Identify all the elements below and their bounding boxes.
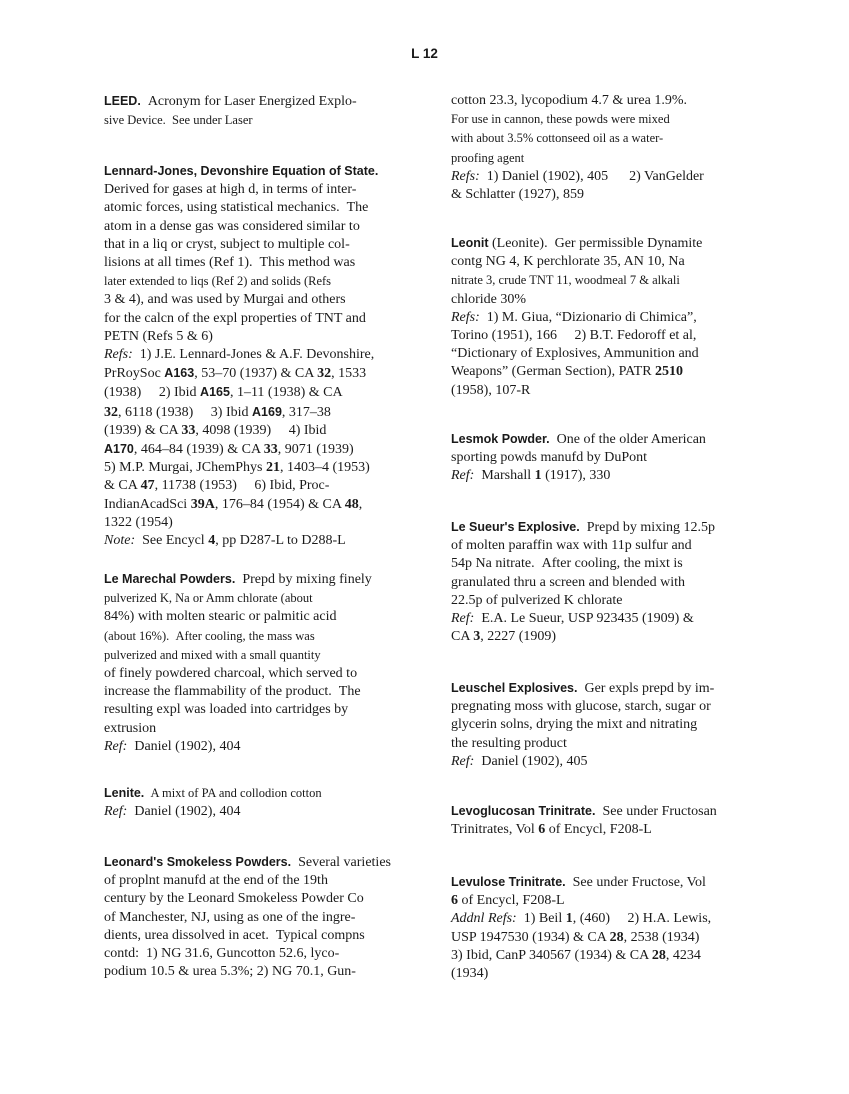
text-run: (1958), 107-R: [451, 382, 531, 398]
entry-text-line: [104, 496, 404, 514]
entry-text-line: [104, 403, 404, 422]
text-run: ,: [358, 496, 363, 512]
text-run: Daniel (1902), 404: [127, 738, 241, 754]
entry-text-line: [104, 310, 404, 328]
text-run: 3) Ibid, CanP 340567 (1934) & CA: [451, 947, 652, 963]
text-run: , 11738 (1953) 6) Ibid, Proc-: [154, 478, 330, 494]
text-run: , 176–84 (1954) & CA: [214, 496, 345, 512]
text-run: Weapons” (German Section), PATR: [451, 364, 656, 380]
text-run: Prepd by mixing finely: [235, 572, 372, 587]
entry-heading-line: [451, 92, 756, 110]
entry-title: Lesmok Powder.: [451, 432, 550, 446]
text-run: 3: [473, 629, 481, 645]
entry-levoglucosan: [451, 802, 756, 839]
text-run: 4: [208, 533, 216, 549]
text-run: 1: [534, 468, 542, 484]
page-number: L 12: [411, 46, 438, 61]
entry-leuschel: [451, 679, 756, 771]
text-run: contd: 1) NG 31.6, Guncotton 52.6, lyco-: [104, 946, 340, 962]
entry-le-marechal: [104, 570, 404, 756]
text-run: contg NG 4, K perchlorate 35, AN 10, Na: [451, 254, 685, 270]
text-run: cotton 23.3, lycopodium 4.7 & urea 1.9%.: [451, 93, 688, 108]
text-run: granulated thru a screen and blended with: [451, 574, 686, 590]
entry-heading-line: [104, 92, 404, 111]
entry-text-line: [104, 236, 404, 254]
entry-text-line: [104, 254, 404, 272]
entry-text-line: [451, 910, 756, 928]
entry-lenite: [104, 784, 404, 821]
text-run: USP 1947530 (1934) & CA: [451, 929, 610, 945]
entry-title: Levulose Trinitrate.: [451, 875, 566, 889]
text-run: 47: [140, 478, 155, 494]
text-run: Derived for gases at high d, in terms of inter-: [104, 182, 357, 198]
entry-text-line: [451, 735, 756, 753]
entry-text-line: [451, 537, 756, 555]
entry-title: Leonard's Smokeless Powders.: [104, 855, 292, 869]
entry-leonards-smokeless-cont: [451, 92, 756, 204]
text-run: 1) M. Giua, “Dizionario di Chimica”,: [479, 309, 697, 325]
entry-leed: [104, 92, 404, 130]
entry-text-line: [451, 892, 756, 910]
entry-text-line: [451, 291, 756, 309]
entry-title: Le Sueur's Explosive.: [451, 520, 580, 534]
text-run: IndianAcadSci: [104, 496, 191, 512]
entry-text-line: [104, 440, 404, 459]
entry-title: Le Marechal Powders.: [104, 572, 236, 586]
text-run: Note:: [104, 533, 136, 549]
text-run: resulting expl was loaded into cartridges by: [104, 702, 349, 718]
text-run: Refs:: [451, 309, 480, 325]
text-run: pulverized and mixed with a small quantity: [104, 647, 321, 662]
text-run: 1: [565, 911, 573, 927]
text-run: Refs:: [451, 168, 480, 184]
entry-text-line: [104, 683, 404, 701]
text-run: Trinitrates, Vol: [451, 822, 539, 838]
entry-lennard-jones: [104, 162, 404, 550]
entry-text-line: [451, 965, 756, 983]
text-run: that in a liq or cryst, subject to multiple col-: [104, 236, 350, 252]
entry-text-line: [104, 872, 404, 890]
text-run: (about 16%). After cooling, the mass was: [104, 628, 315, 643]
text-run: , 6118 (1938) 3) Ibid: [118, 404, 253, 420]
entry-text-line: [104, 803, 404, 821]
text-run: Daniel (1902), 404: [127, 804, 241, 820]
entry-text-line: [451, 698, 756, 716]
text-run: A165: [200, 385, 230, 400]
entry-text-line: [451, 168, 756, 186]
text-run: with about 3.5% cottonseed oil as a water-: [451, 131, 664, 146]
text-run: 1) J.E. Lennard-Jones & A.F. Devonshire,: [132, 347, 375, 363]
text-run: pulverized K, Na or Amm chlorate (about: [104, 591, 313, 606]
entry-text-line: [451, 628, 756, 646]
entry-text-line: [451, 110, 756, 129]
text-run: CA: [451, 629, 474, 645]
text-run: 21: [265, 460, 280, 476]
text-run: (1938) 2) Ibid: [104, 385, 201, 401]
text-run: , 2538 (1934): [623, 929, 700, 945]
text-run: atomic forces, using statistical mechanics. The: [104, 200, 369, 216]
text-run: for the calcn of the expl properties of TNT and: [104, 310, 366, 326]
text-run: PrRoySoc: [104, 366, 165, 382]
text-run: 54p Na nitrate. After cooling, the mixt is: [451, 556, 683, 572]
entry-title: Leonit: [451, 236, 489, 250]
text-run: , 317–38: [281, 404, 331, 420]
text-run: 1) Beil: [516, 911, 566, 927]
entry-text-line: [104, 646, 404, 665]
entry-text-line: [104, 738, 404, 756]
text-run: sive Device. See under Laser: [104, 113, 253, 128]
text-run: (1934): [451, 966, 489, 982]
text-run: A mixt of PA and collodion cotton: [144, 786, 322, 800]
entry-text-line: [451, 467, 756, 485]
text-run: , 1–11 (1938) & CA: [229, 385, 343, 401]
entry-text-line: [104, 627, 404, 646]
text-run: (Leonite). Ger permissible Dynamite: [488, 236, 703, 251]
text-run: 6: [538, 822, 546, 838]
text-run: One of the older American: [549, 432, 706, 447]
entry-text-line: [104, 963, 404, 981]
entry-text-line: [104, 532, 404, 550]
entry-leonards-smokeless: [104, 853, 404, 981]
entry-text-line: [104, 422, 404, 440]
entry-text-line: [451, 821, 756, 839]
entry-text-line: [451, 363, 756, 381]
entry-heading-line: [451, 873, 756, 892]
entry-text-line: [104, 720, 404, 738]
text-run: pregnating moss with glucose, starch, sugar or: [451, 699, 711, 715]
entry-text-line: [104, 701, 404, 719]
text-run: 84%) with molten stearic or palmitic acid: [104, 609, 337, 625]
text-run: See under Fructosan: [595, 804, 717, 819]
entry-heading-line: [451, 430, 756, 449]
text-run: E.A. Le Sueur, USP 923435 (1909) &: [474, 611, 694, 627]
text-run: 1) Daniel (1902), 405 2) VanGelder: [479, 168, 704, 184]
entry-text-line: [104, 459, 404, 477]
text-run: , (460) 2) H.A. Lewis,: [572, 911, 712, 927]
text-run: sporting powds manufd by DuPont: [451, 450, 647, 466]
text-run: & Schlatter (1927), 859: [451, 187, 584, 203]
entry-text-line: [451, 716, 756, 734]
text-run: , 1533: [331, 366, 367, 382]
entry-text-line: [104, 927, 404, 945]
text-run: chloride 30%: [451, 291, 527, 307]
entry-heading-line: [451, 234, 756, 253]
text-run: Daniel (1902), 405: [474, 753, 588, 769]
text-run: Torino (1951), 166 2) B.T. Fedoroff et al,: [451, 328, 697, 344]
entry-text-line: [451, 592, 756, 610]
text-run: Acronym for Laser Energized Explo-: [140, 94, 357, 109]
text-run: nitrate 3, crude TNT 11, woodmeal 7 & alkali: [451, 273, 680, 288]
entry-text-line: [451, 186, 756, 204]
entry-text-line: [451, 610, 756, 628]
entry-leonit: [451, 234, 756, 400]
text-run: atom in a dense gas was considered similar to: [104, 218, 360, 234]
text-run: of molten paraffin wax with 11p sulfur and: [451, 538, 692, 554]
text-run: 5) M.P. Murgai, JChemPhys: [104, 460, 266, 476]
entry-text-line: [451, 253, 756, 271]
entry-heading-line: [451, 802, 756, 821]
entry-text-line: [104, 890, 404, 908]
text-run: 3 & 4), and was used by Murgai and others: [104, 292, 346, 308]
text-run: 22.5p of pulverized K chlorate: [451, 592, 623, 608]
entry-heading-line: [104, 570, 404, 589]
text-run: See Encycl: [135, 533, 209, 549]
text-run: (1917), 330: [541, 468, 611, 484]
entry-heading-line: [104, 162, 404, 181]
entry-text-line: [451, 149, 756, 168]
entry-title: Lennard-Jones, Devonshire Equation of State.: [104, 164, 379, 178]
entry-title: Leuschel Explosives.: [451, 681, 578, 695]
entry-heading-line: [104, 784, 404, 803]
text-run: later extended to liqs (Ref 2) and solids (Refs: [104, 274, 332, 289]
entry-text-line: [451, 309, 756, 327]
text-run: Refs:: [104, 347, 133, 363]
text-run: of Encycl, F208-L: [458, 893, 565, 909]
entry-text-line: [451, 574, 756, 592]
text-run: , 464–84 (1939) & CA: [133, 442, 264, 458]
text-run: Ref:: [451, 468, 475, 484]
text-run: of finely powdered charcoal, which served to: [104, 666, 358, 682]
text-run: A169: [252, 404, 282, 419]
entry-text-line: [104, 364, 404, 383]
entry-le-sueurs: [451, 518, 756, 646]
text-run: (1939) & CA: [104, 422, 182, 438]
text-run: 33: [181, 422, 196, 438]
entry-text-line: [451, 947, 756, 965]
entry-text-line: [104, 291, 404, 309]
text-run: Prepd by mixing 12.5p: [579, 520, 716, 535]
text-run: 28: [609, 929, 624, 945]
text-run: 33: [263, 442, 278, 458]
text-run: 2510: [655, 364, 684, 380]
entry-title: LEED.: [104, 94, 141, 108]
text-run: 28: [651, 947, 666, 963]
text-run: 39A: [190, 496, 215, 512]
entry-text-line: [104, 514, 404, 532]
text-run: & CA: [104, 478, 141, 494]
entry-text-line: [104, 272, 404, 291]
text-run: , 1403–4 (1953): [279, 460, 370, 476]
entry-text-line: [451, 753, 756, 771]
entry-text-line: [104, 218, 404, 236]
text-run: “Dictionary of Explosives, Ammunition and: [451, 346, 699, 362]
entry-text-line: [451, 555, 756, 573]
entry-text-line: [451, 345, 756, 363]
text-run: lisions at all times (Ref 1). This method was: [104, 255, 356, 271]
entry-levulose: [451, 873, 756, 983]
text-run: , 4234: [665, 947, 701, 963]
text-run: , pp D287-L to D288-L: [215, 533, 346, 549]
entry-title: Levoglucosan Trinitrate.: [451, 804, 596, 818]
entry-text-line: [104, 181, 404, 199]
entry-text-line: [451, 327, 756, 345]
entry-heading-line: [451, 518, 756, 537]
text-run: of Manchester, NJ, using as one of the ingre-: [104, 909, 356, 925]
text-run: glycerin solns, drying the mixt and nitrating: [451, 717, 698, 733]
entry-title: Lenite.: [104, 786, 145, 800]
text-run: See under Fructose, Vol: [565, 875, 706, 890]
entry-text-line: [104, 328, 404, 346]
text-run: Ref:: [104, 804, 128, 820]
text-run: A163: [164, 366, 195, 381]
text-run: For use in cannon, these powds were mixed: [451, 112, 670, 127]
entry-lesmok: [451, 430, 756, 486]
entry-text-line: [104, 909, 404, 927]
entry-text-line: [104, 111, 404, 130]
entry-text-line: [104, 589, 404, 608]
text-run: extrusion: [104, 720, 157, 736]
text-run: Addnl Refs:: [451, 911, 517, 927]
text-run: the resulting product: [451, 735, 567, 751]
text-run: Ref:: [451, 611, 475, 627]
text-run: Ref:: [104, 738, 128, 754]
text-run: podium 10.5 & urea 5.3%; 2) NG 70.1, Gun-: [104, 964, 356, 980]
text-run: proofing agent: [451, 150, 525, 165]
text-run: Marshall: [474, 468, 535, 484]
entry-heading-line: [104, 853, 404, 872]
entry-text-line: [104, 608, 404, 626]
entry-text-line: [451, 929, 756, 947]
text-run: Several varieties: [291, 855, 391, 870]
text-run: , 4098 (1939) 4) Ibid: [195, 422, 327, 438]
entry-text-line: [104, 346, 404, 364]
text-run: increase the flammability of the product. The: [104, 684, 361, 700]
entry-text-line: [451, 382, 756, 400]
text-run: , 9071 (1939): [277, 442, 354, 458]
entry-text-line: [451, 449, 756, 467]
text-run: , 53–70 (1937) & CA: [194, 366, 318, 382]
text-run: A170: [104, 442, 134, 457]
text-run: century by the Leonard Smokeless Powder Co: [104, 891, 364, 907]
text-run: 32: [104, 404, 118, 420]
entry-text-line: [104, 477, 404, 495]
text-run: 6: [451, 893, 458, 909]
text-run: PETN (Refs 5 & 6): [104, 328, 213, 344]
entry-text-line: [104, 383, 404, 402]
entry-text-line: [104, 665, 404, 683]
entry-text-line: [451, 129, 756, 148]
text-run: 32: [317, 366, 332, 382]
text-run: Ger expls prepd by im-: [577, 681, 715, 696]
text-run: , 2227 (1909): [480, 629, 557, 645]
text-run: 1322 (1954): [104, 514, 173, 530]
text-run: Ref:: [451, 753, 475, 769]
text-run: 48: [344, 496, 359, 512]
entry-text-line: [451, 271, 756, 290]
entry-heading-line: [451, 679, 756, 698]
entry-text-line: [104, 199, 404, 217]
entry-text-line: [104, 945, 404, 963]
text-run: of proplnt manufd at the end of the 19th: [104, 873, 328, 889]
text-run: of Encycl, F208-L: [545, 822, 652, 838]
text-run: dients, urea dissolved in acet. Typical compns: [104, 927, 365, 943]
